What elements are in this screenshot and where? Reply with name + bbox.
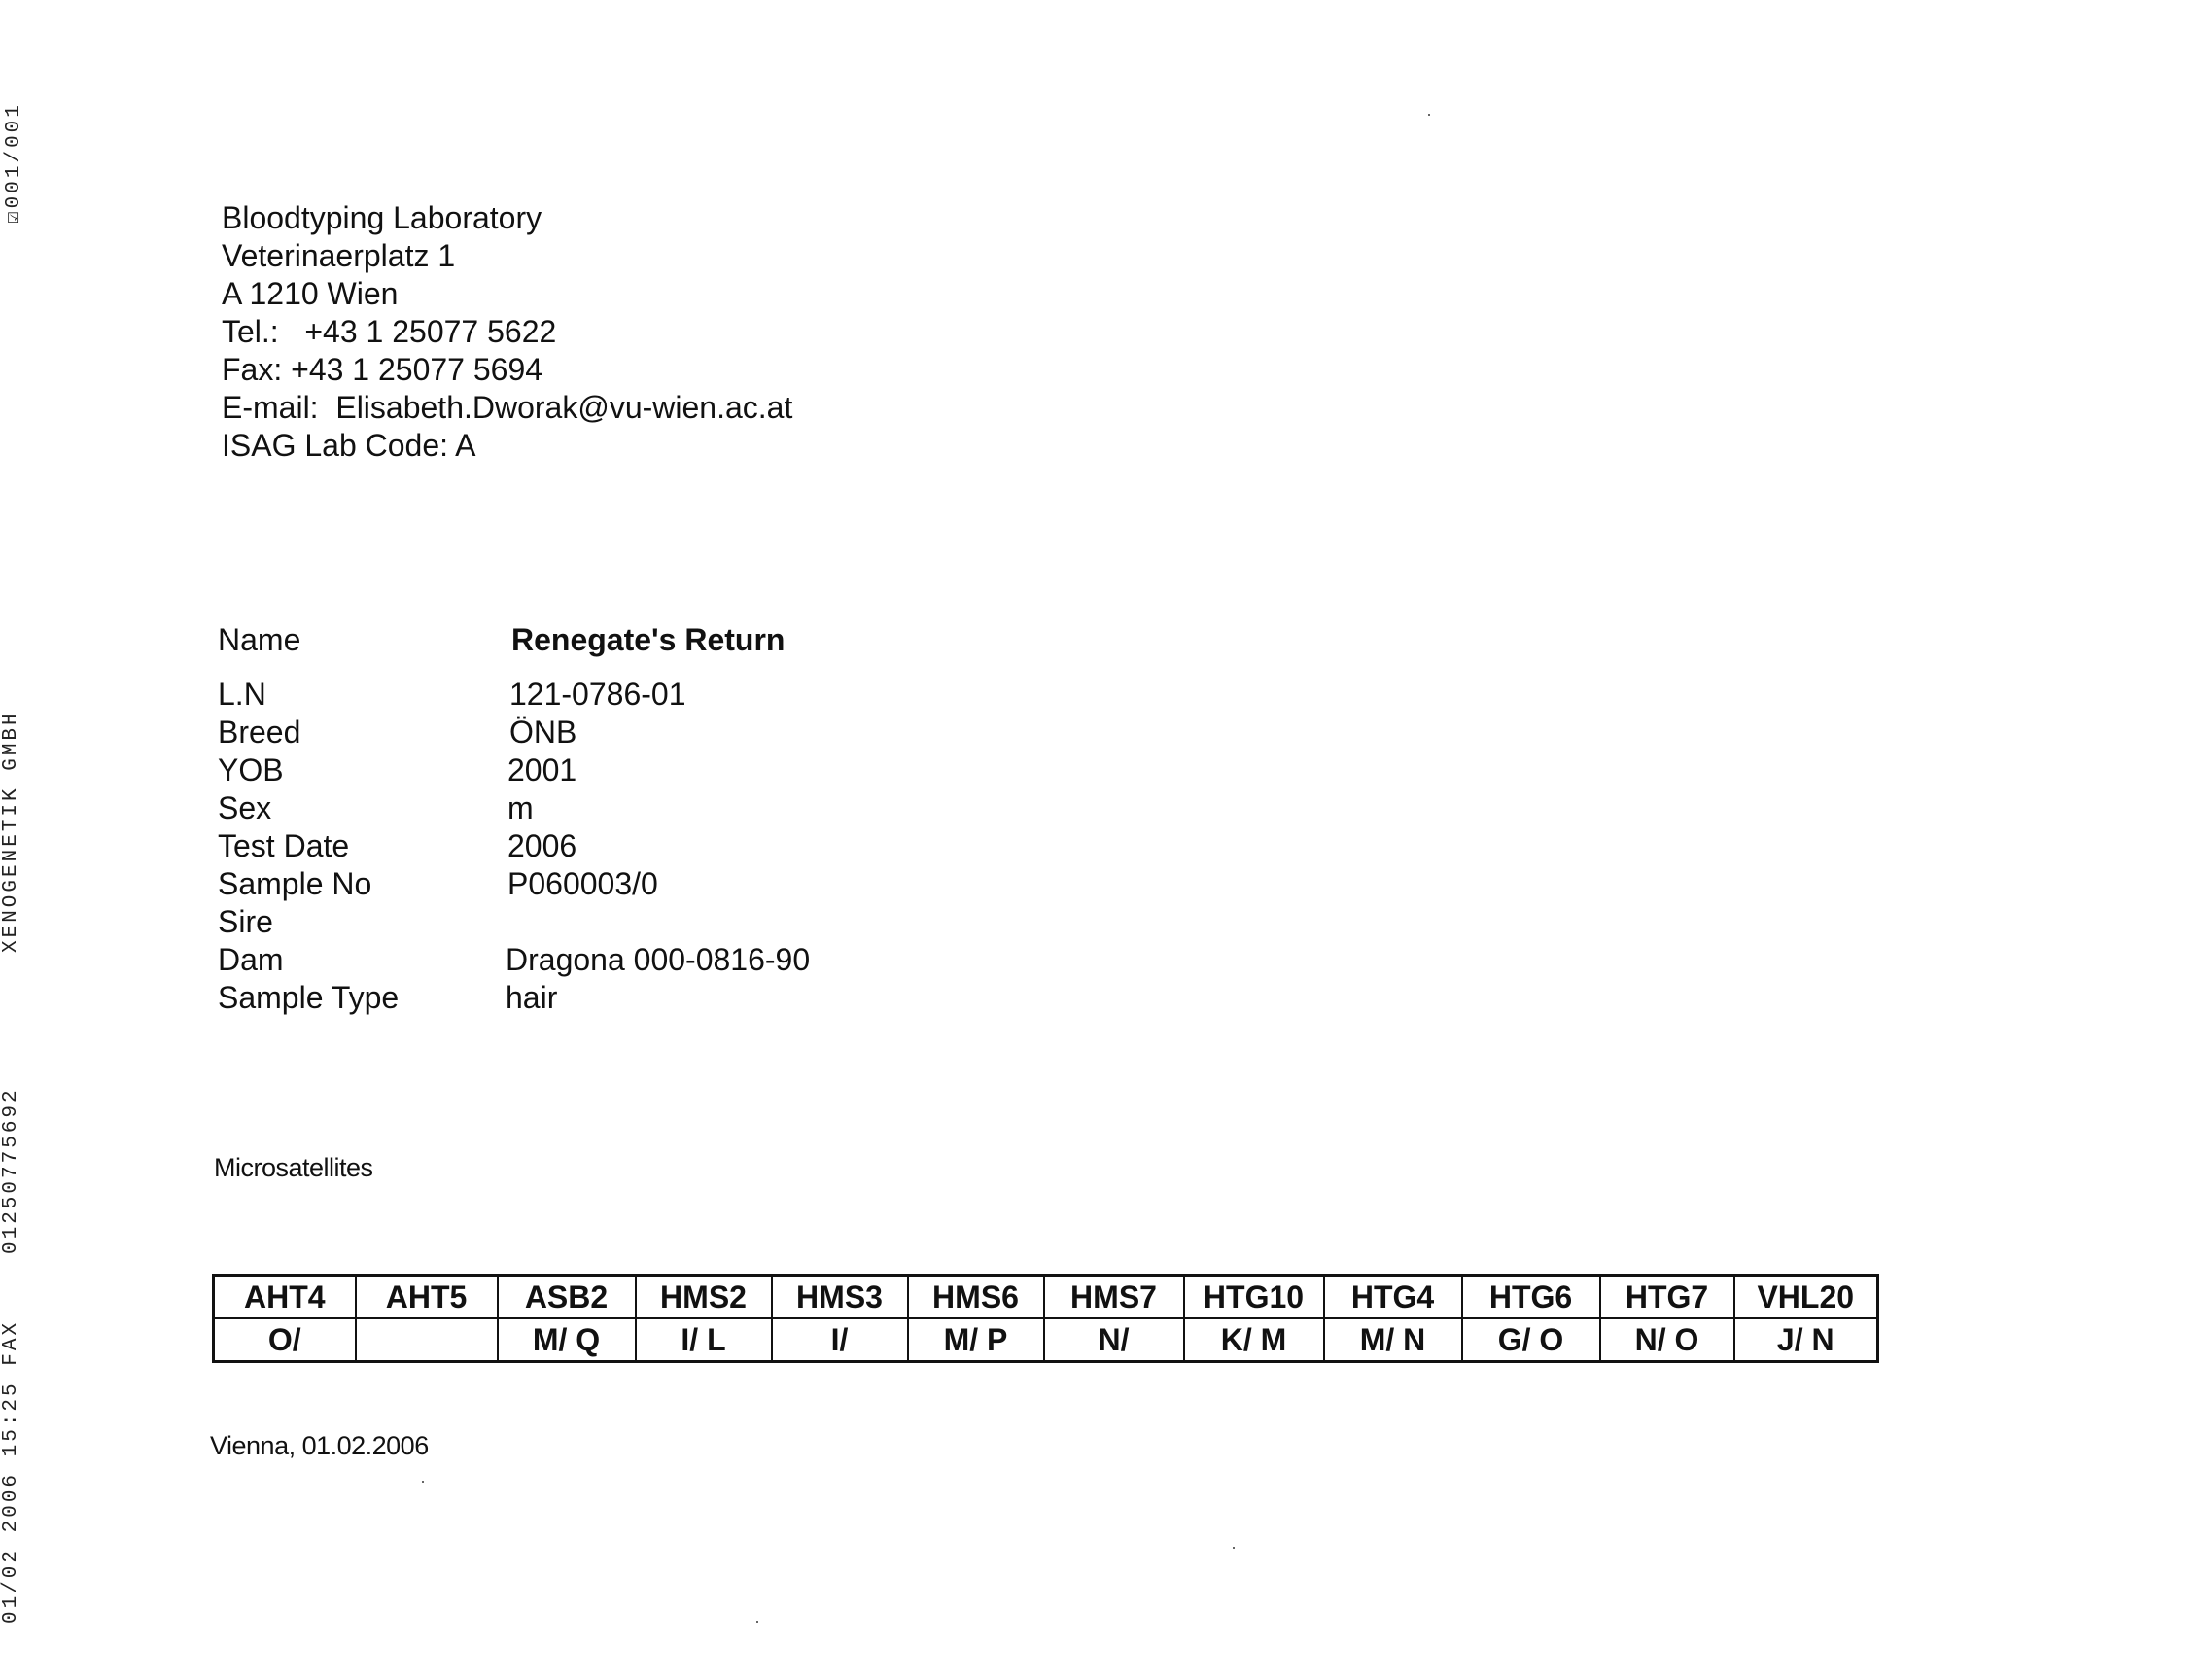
fax-transmission-header	[0, 102, 29, 1624]
marker-cell: VHL20	[1734, 1276, 1878, 1319]
fax-page-number: ☑001/001	[3, 102, 25, 224]
marker-cell: HMS3	[772, 1276, 908, 1319]
microsatellites-title: Microsatellites	[214, 1153, 373, 1182]
lab-email: E-mail: Elisabeth.Dworak@vu-wien.ac.at	[222, 390, 793, 425]
place-date: Vienna, 01.02.2006	[210, 1431, 429, 1460]
allele-cell: J/ N	[1734, 1318, 1878, 1362]
lab-phone: Tel.: +43 1 25077 5622	[222, 314, 557, 349]
detail-label: L.N	[218, 677, 266, 712]
detail-value-test-date: 2006	[507, 828, 577, 863]
detail-value-ln: 121-0786-01	[509, 677, 686, 712]
allele-cell: O/	[214, 1318, 356, 1362]
detail-label: Test Date	[218, 828, 350, 863]
marker-header-row	[214, 1276, 1878, 1319]
marker-cell: AHT5	[356, 1276, 498, 1319]
marker-cell: HMS2	[636, 1276, 772, 1319]
lab-street: Veterinaerplatz 1	[222, 238, 456, 273]
scan-speck	[1428, 114, 1430, 116]
marker-cell: HMS7	[1044, 1276, 1184, 1319]
detail-value-sample-no: P060003/0	[507, 866, 658, 901]
allele-cell: N/ O	[1600, 1318, 1734, 1362]
detail-value-name: Renegate's Return	[511, 622, 786, 657]
microsatellite-table	[212, 1274, 1879, 1363]
detail-value-breed: ÖNB	[509, 715, 577, 750]
detail-value-dam: Dragona 000-0816-90	[506, 942, 811, 977]
marker-cell: HMS6	[908, 1276, 1044, 1319]
marker-cell: HTG10	[1184, 1276, 1324, 1319]
detail-label: Dam	[218, 942, 284, 977]
fax-datetime: 01/02 2006 15:25 FAX	[0, 1319, 22, 1624]
detail-label: Breed	[218, 715, 301, 750]
scan-speck	[1233, 1547, 1235, 1549]
allele-cell: M/ Q	[498, 1318, 636, 1362]
scan-speck	[756, 1621, 758, 1623]
marker-cell: ASB2	[498, 1276, 636, 1319]
allele-cell: G/ O	[1462, 1318, 1600, 1362]
allele-cell: K/ M	[1184, 1318, 1324, 1362]
scan-speck	[422, 1481, 424, 1483]
marker-cell: HTG4	[1324, 1276, 1462, 1319]
detail-value-yob: 2001	[507, 752, 577, 788]
marker-cell: HTG7	[1600, 1276, 1734, 1319]
detail-label: YOB	[218, 752, 284, 788]
lab-isag-code: ISAG Lab Code: A	[222, 428, 476, 463]
lab-city: A 1210 Wien	[222, 276, 399, 311]
allele-cell: M/ P	[908, 1318, 1044, 1362]
marker-cell: AHT4	[214, 1276, 356, 1319]
allele-cell: M/ N	[1324, 1318, 1462, 1362]
detail-value-sex: m	[507, 790, 534, 825]
lab-name: Bloodtyping Laboratory	[222, 200, 542, 235]
fax-number: 01250775692	[0, 1087, 22, 1254]
detail-label: Name	[218, 622, 301, 657]
detail-label: Sample Type	[218, 980, 400, 1015]
detail-label: Sex	[218, 790, 272, 825]
allele-cell: N/	[1044, 1318, 1184, 1362]
marker-cell: HTG6	[1462, 1276, 1600, 1319]
detail-label: Sample No	[218, 866, 372, 901]
detail-value-sample-type: hair	[506, 980, 558, 1015]
lab-address-block	[222, 199, 792, 465]
detail-label: Sire	[218, 904, 273, 939]
fax-sender: XENOGENETIK GMBH	[0, 710, 22, 953]
allele-cell: I/	[772, 1318, 908, 1362]
lab-fax: Fax: +43 1 25077 5694	[222, 352, 543, 387]
allele-row	[214, 1318, 1878, 1362]
allele-cell: I/ L	[636, 1318, 772, 1362]
allele-cell	[356, 1318, 498, 1362]
